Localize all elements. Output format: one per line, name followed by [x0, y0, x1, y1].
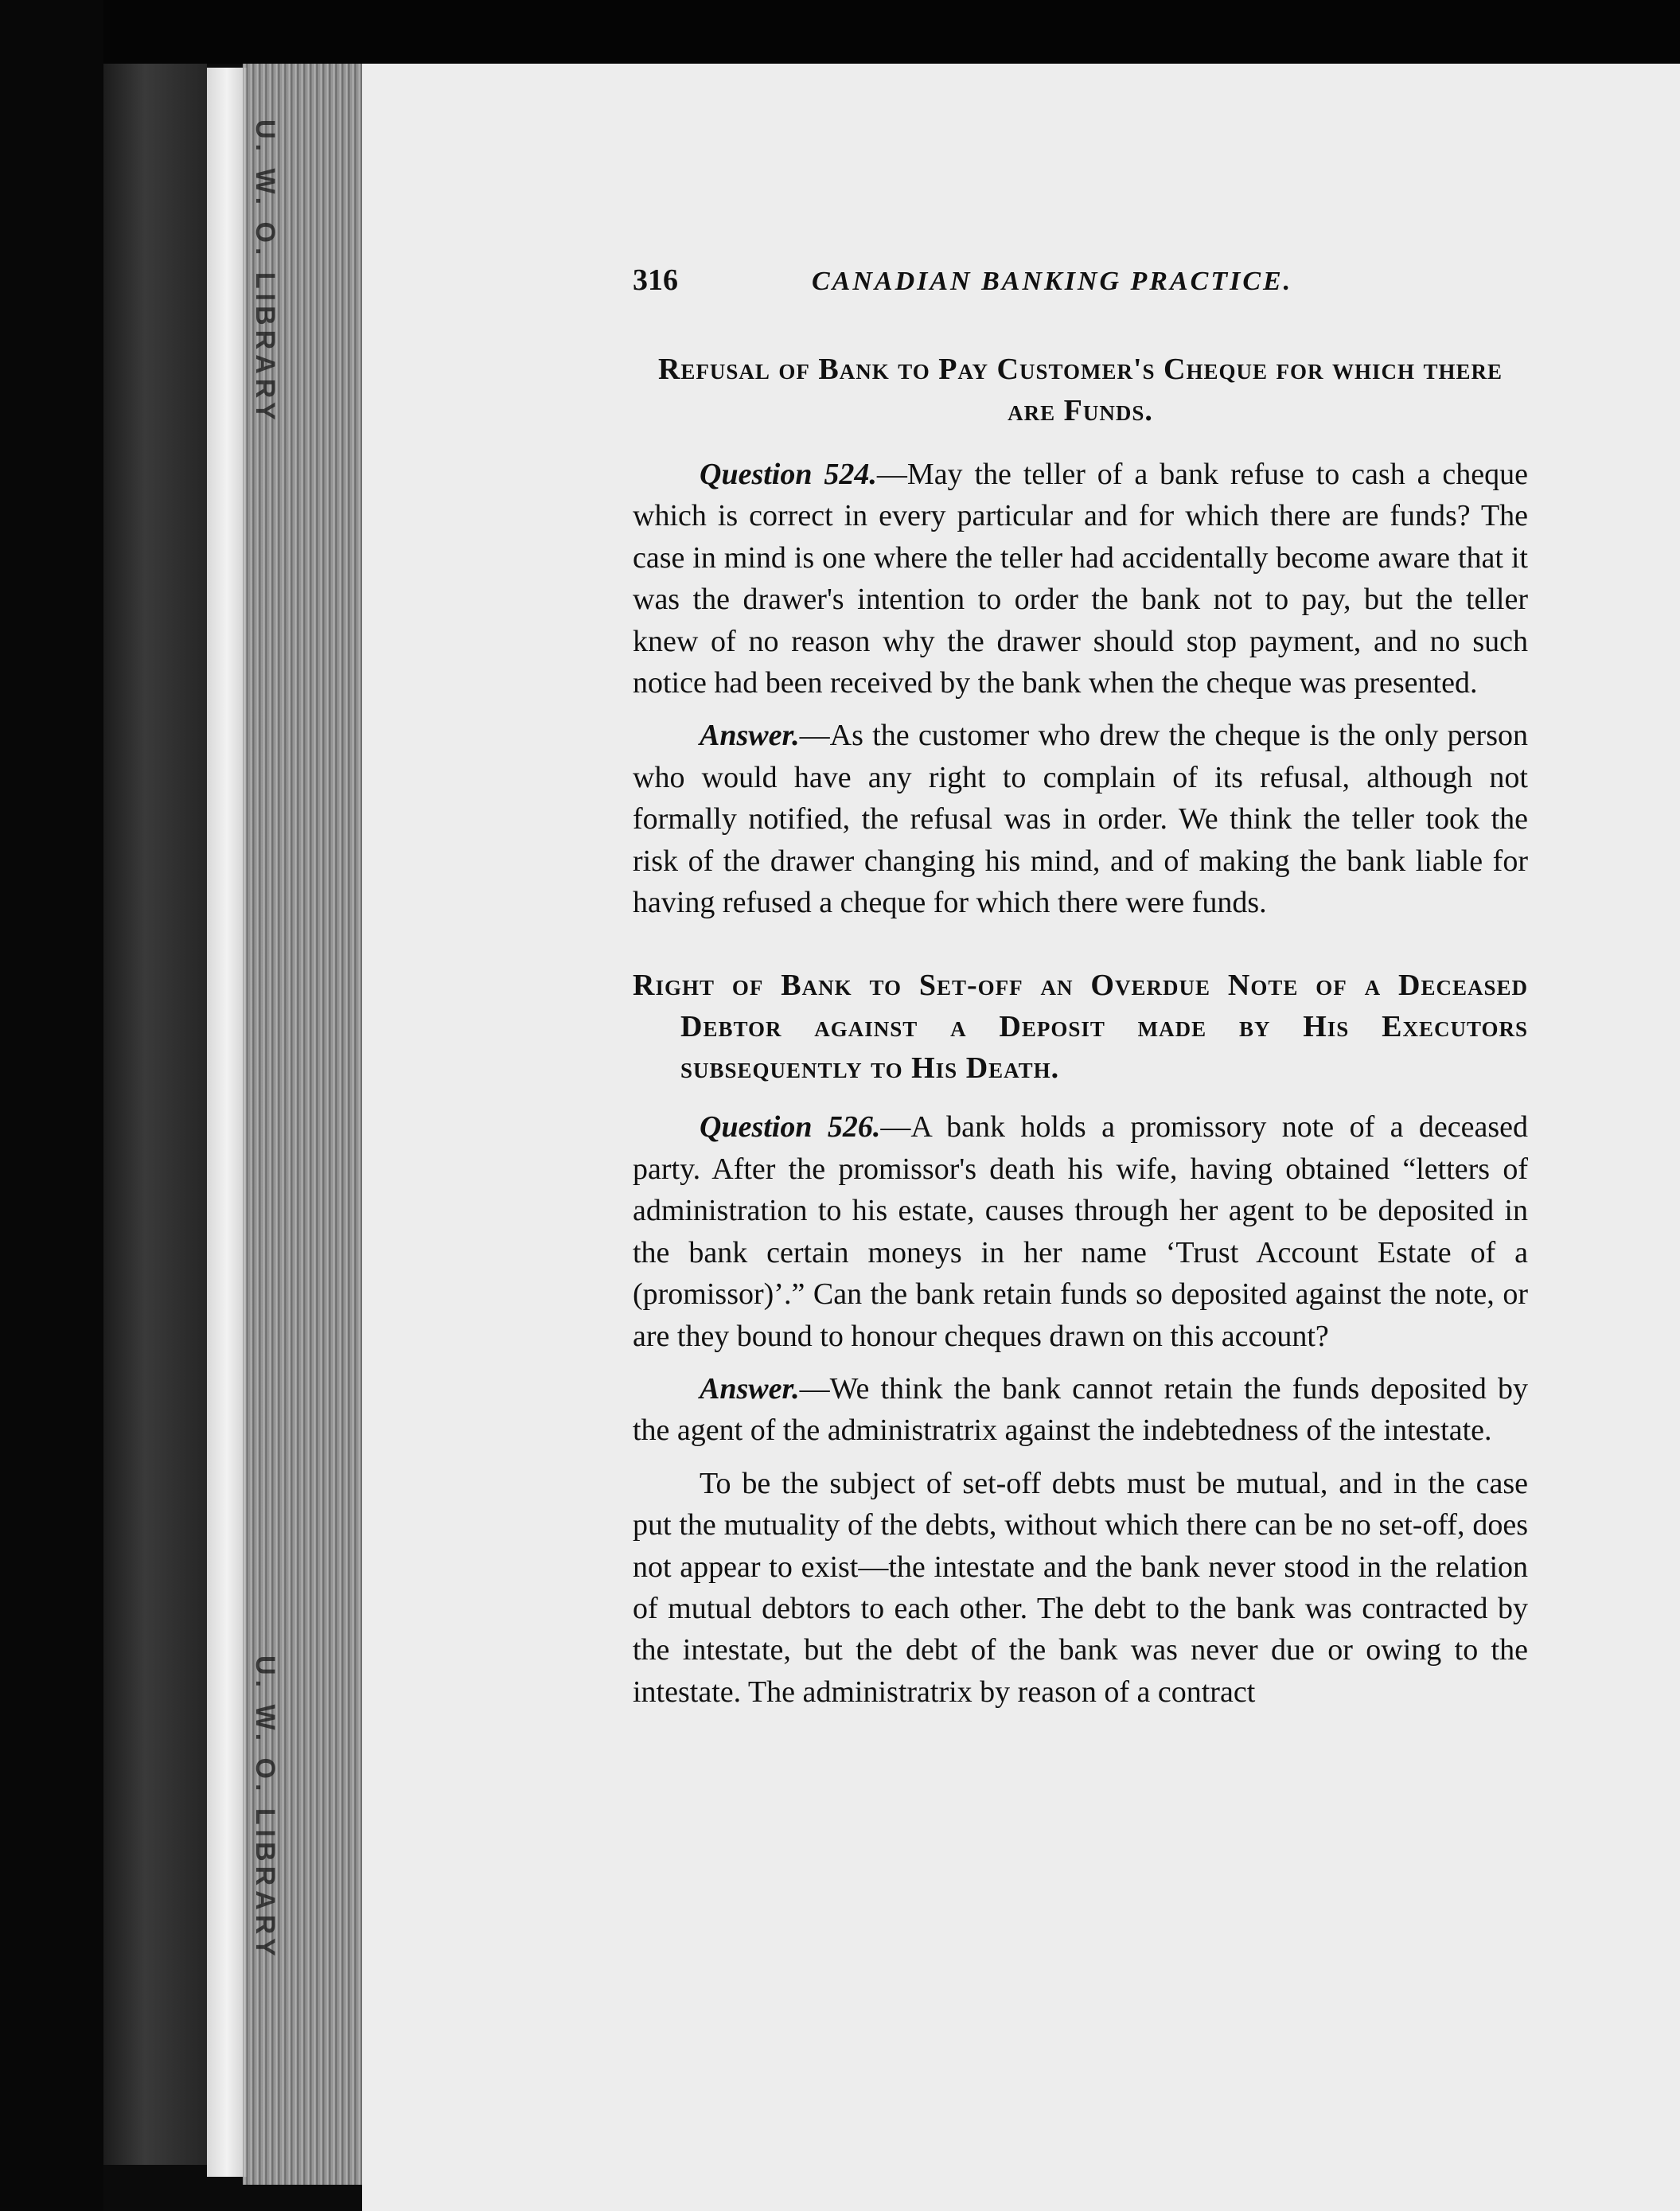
question-526-lead: Question 526. — [700, 1110, 881, 1144]
book-cover-edge — [103, 64, 207, 2165]
answer-526-lead: Answer. — [700, 1371, 800, 1406]
answer-526 — [633, 1368, 1528, 1452]
scan-left-edge — [0, 0, 103, 2211]
book-spine-strip — [207, 68, 247, 2177]
answer-524-text: —As the customer who drew the cheque is the only person who would have any right to complain of its refusal, although not formally notified, the refusal was in order. We think the teller took the risk of the drawer changing his mind, and of making the bank liable for having refused a cheque for which there were funds. — [633, 719, 1528, 920]
running-head — [633, 263, 1528, 310]
question-524-text: —May the teller of a bank refuse to cash a cheque which is correct in every particular and for which there are funds? The case in mind is one where the teller had accidentally become aware that it was the drawer's intention to order the bank not to pay, but the teller knew of no reason why the drawer should stop payment, and no such notice had been received by the bank when the cheque was presented. — [633, 458, 1528, 700]
page-number: 316 — [633, 263, 678, 297]
answer-524 — [633, 715, 1528, 923]
running-title: CANADIAN BANKING PRACTICE. — [812, 267, 1293, 296]
page-content — [633, 263, 1528, 1713]
library-stamp-top: U. W. O. LIBRARY — [250, 119, 280, 425]
book-page — [362, 64, 1680, 2211]
answer-524-lead: Answer. — [700, 719, 800, 753]
question-526 — [633, 1106, 1528, 1356]
library-stamp-bottom: U. W. O. LIBRARY — [250, 1655, 280, 1961]
question-524 — [633, 454, 1528, 704]
question-524-lead: Question 524. — [700, 458, 877, 491]
set-off-continuation: To be the subject of set-off debts must be mutual, and in the case put the mutuality of the debts, without which there can be no set-off, does not appear to exist—the intestate and the bank never stood in the relation of mutual debtors to each other. The debt to the bank was contracted by the intestate, but the debt of the bank was never due or owing to the intestate. The administratrix by reason of a contract — [633, 1466, 1528, 1709]
scan-top-shadow — [0, 0, 1680, 64]
question-526-text: —A bank holds a promissory note of a deceased party. After the promissor's death his wife, having obtained “letters of administration to his estate, causes through her agent to be deposited in the bank certain moneys in her name ‘Trust Account Estate of a (promissor)’.” Can the bank retain funds so deposited against the note, or are they bound to honour cheques drawn on this account? — [633, 1110, 1528, 1353]
section-heading-set-off: Right of Bank to Set-off an Overdue Note of a Deceased Debtor against a Deposit made by His Executors subsequently to His Death. — [633, 969, 1528, 1086]
section-heading-refusal: Refusal of Bank to Pay Customer's Cheque for which there are Funds. — [657, 353, 1503, 427]
answer-526-text: —We think the bank cannot retain the funds deposited by the agent of the administratrix against the indebtedness of the intestate. — [633, 1371, 1528, 1448]
